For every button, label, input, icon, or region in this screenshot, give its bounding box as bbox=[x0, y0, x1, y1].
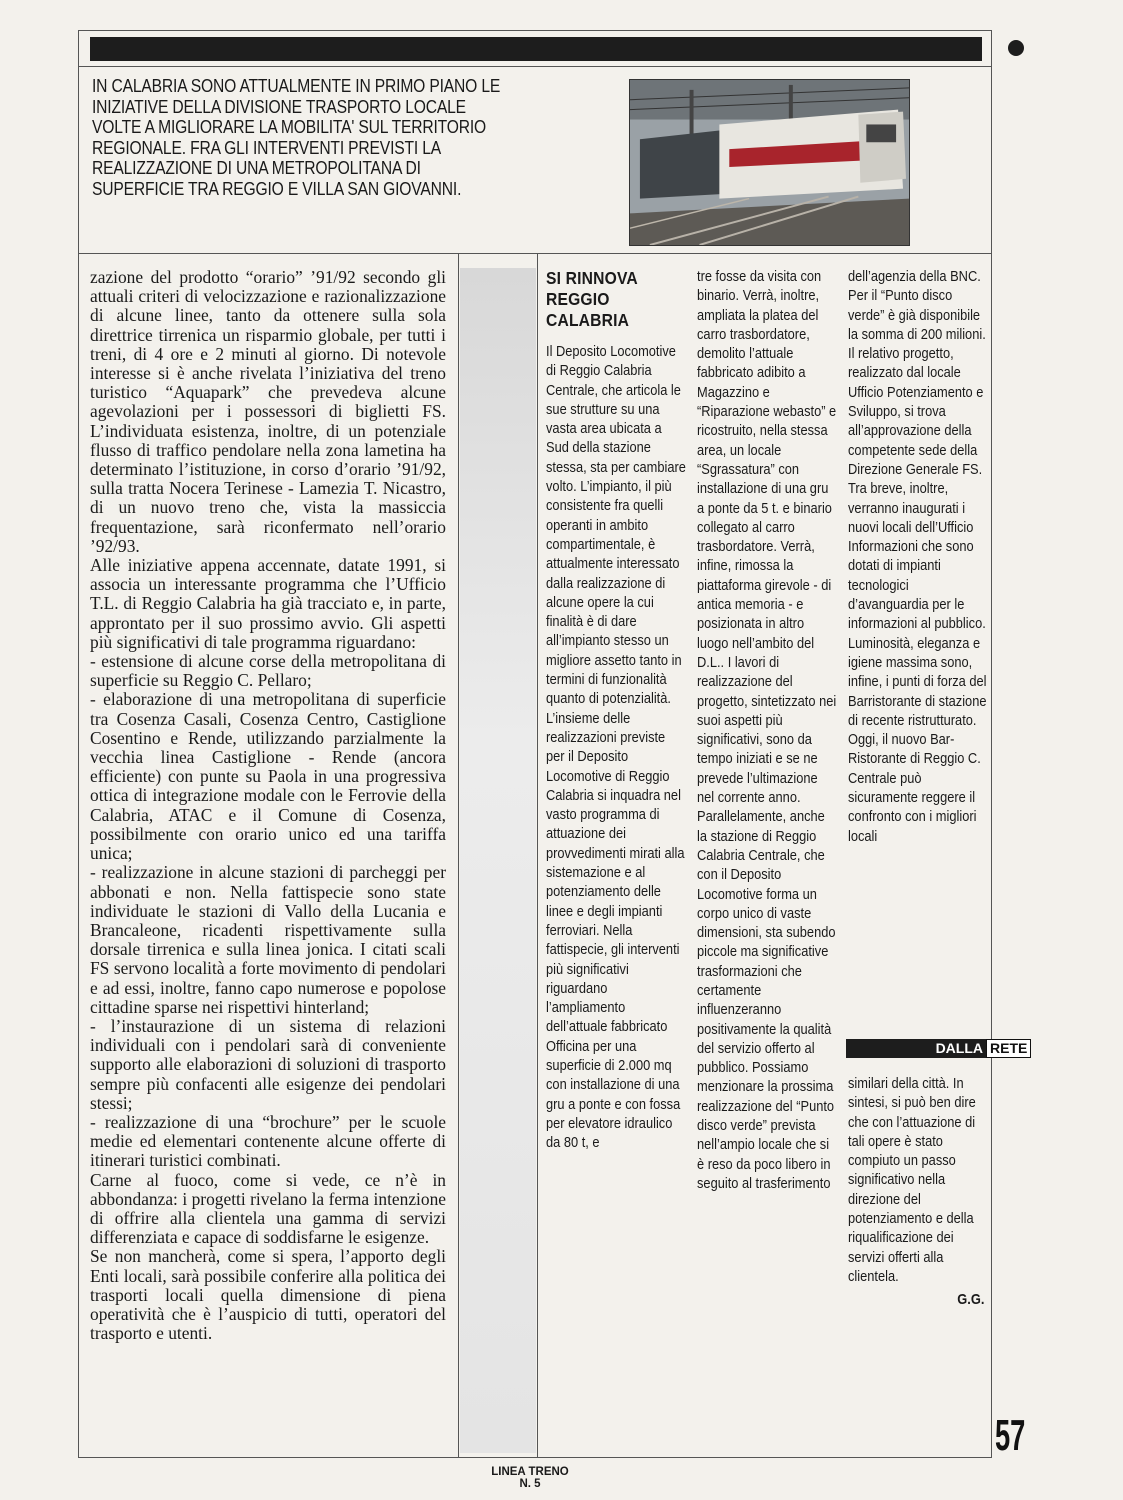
section-tag-part1: DALLA bbox=[846, 1039, 986, 1058]
article-paragraph: - elaborazione di una metropolitana di superficie tra Cosenza Casali, Cosenza Centro, Castiglione Cosentino e Rende, utilizzando parzialmente la vecchia linea Castiglione - Rende (ancora efficiente) con punte su Paola in una progressiva ottica di integrazione modale con le Ferrovie della Calabria, ATAC e il Comune di Cosenza, possibilmente con orario unico ed una tariffa unica; bbox=[90, 689, 446, 864]
article-paragraph: Alle iniziative appena accennate, datate 1991, si associa un interessante programma che l’Ufficio T.L. di Reggio Calabria ha già tracciato e, in parte, approntato per il suo prossimo avvio. Gli aspetti più significativi di tale programma riguardano: bbox=[90, 555, 446, 652]
article-paragraph: Carne al fuoco, come si vede, ce n’è in abbondanza: i progetti rivelano la ferma intenzione di offrire alla clientela una gamma di servizi differenziata e capace di soddisfarne le esigenze. bbox=[90, 1169, 446, 1248]
box-column-3 bbox=[848, 268, 989, 847]
footer bbox=[470, 1466, 590, 1490]
header-bar bbox=[90, 37, 982, 61]
bullet-dot bbox=[1008, 40, 1024, 56]
box-text-3b: similari della città. In sintesi, si può ben dire che con l’attuazione di tali opere è stato compiuto un passo significativo nella direzione del potenziamento e della riqualificazione dei servizi offerti alla clientela. bbox=[848, 1076, 976, 1285]
footer-issue: N. 5 bbox=[519, 1478, 541, 1490]
signature: G.G. bbox=[957, 1292, 985, 1309]
box-text-1: Il Deposito Locomotive di Reggio Calabria Centrale, che articola le sue strutture su una vasta area ubicata a Sud della stazione stessa, sta per cambiare volto. L’impianto, il più consistente fra quelli operanti in ambito compartimentale, è attualmente interessato dalla realizzazione di alcune opere la cui finalità è di dare all’impianto stesso un migliore assetto tanto in termini di funzionalità quanto di potenzialità. L’insieme delle realizzazioni previste per il Deposito Locomotive di Reggio Calabria si inquadra nel vasto programma di attuazione dei provvedimenti mirati alla sistemazione e al potenziamento delle linee e degli impianti ferroviari. Nella fattispecie, gli interventi più significativi riguardano l’ampliamento dell’attuale fabbricato Officina per una superficie di 2.000 mq con installazione di una gru a ponte e con fossa per elevatore idraulico da 80 t, e bbox=[546, 344, 686, 1152]
box-column-2 bbox=[697, 268, 838, 1194]
footer-magazine: LINEA TRENO bbox=[491, 1466, 569, 1478]
article-paragraph: - l’instaurazione di un sistema di relazioni individuali con i pendolari sarà di conveniente supporto alle elaborazioni di soluzioni di trasporto sempre più confacenti alle esigenze dei pendolari stessi; bbox=[90, 1015, 446, 1113]
intro-text: IN CALABRIA SONO ATTUALMENTE IN PRIMO PIANO LE INIZIATIVE DELLA DIVISIONE TRASPORTO LOCALE VOLTE A MIGLIORARE LA MOBILITA' SUL TERRITORIO REGIONALE. FRA GLI INTERVENTI PREVISTI LA REALIZZAZIONE DI UNA METROPOLITANA DI SUPERFICIE TRA REGGIO E VILLA SAN GIOVANNI. bbox=[92, 76, 501, 199]
article-paragraph: - estensione di alcune corse della metropolitana di superficie su Reggio C. Pellaro; bbox=[90, 651, 446, 691]
faded-background bbox=[460, 268, 536, 1453]
section-tag bbox=[846, 1039, 1031, 1058]
page-number: 57 bbox=[995, 1411, 1026, 1460]
column-rule-1 bbox=[458, 254, 459, 1458]
train-photo bbox=[629, 79, 910, 246]
box-column-3b bbox=[848, 1075, 984, 1311]
column-rule-2 bbox=[537, 254, 538, 1458]
article-body bbox=[90, 268, 446, 1343]
box-text-3: dell’agenzia della BNC. Per il “Punto disco verde” è già disponibile la somma di 200 milioni. Il relativo progetto, realizzato dal locale Ufficio Potenziamento e Sviluppo, si trova all’approvazione della competente sede della Direzione Generale FS. Tra breve, inoltre, verranno inaugurati i nuovi locali dell’Ufficio Informazioni che sono dotati di impianti tecnologici d’avanguardia per le informazioni al pubblico. Luminosità, eleganza e igiene massima sono, infine, i punti di forza del Barristorante di stazione di recente ristrutturato. Oggi, il nuovo Bar-Ristorante di Reggio C. Centrale può sicuramente reggere il confronto con i migliori locali bbox=[848, 269, 987, 845]
article-paragraph: - realizzazione in alcune stazioni di parcheggi per abbonati e non. Nella fattispecie sono state individuate le stazioni di Vallo della Lucania e Brancaleone, ricadenti rispettivamente sulla dorsale tirrenica e sulla linea jonica. I citati scali FS servono località a forte movimento di pendolari e ad essi, inoltre, fanno capo numerose e popolose cittadine sparse nei rispettivi hinterland; bbox=[90, 862, 446, 1017]
article-paragraph: zazione del prodotto “orario” ’91/92 secondo gli attuali criteri di velocizzazione e razionalizzazione di alcune linee, tanto da ottenere sulla sola direttrice tirrenica un risparmio globale, per tutti i treni, di 4 ore e 2 minuti al giorno. Di notevole interesse si è anche rivelata l’iniziativa del treno turistico “Aquapark” che prevedeva alcune agevolazioni per i possessori di biglietti FS. L’individuata esistenza, inoltre, di un potenziale flusso di traffico pendolare nella zona lametina ha determinato l’istituzione, in corso d’orario ’91/92, sulla tratta Nocera Terinese - Lamezia T. Nicastro, di un nuovo treno che, vista la massiccia frequentazione, sarà riconfermato nell’orario ’92/93. bbox=[90, 267, 446, 556]
article-paragraph: - realizzazione di una “brochure” per le scuole medie ed elementari contenente alcune offerte di itinerari turistici combinati. bbox=[90, 1111, 446, 1171]
box-column-1 bbox=[546, 268, 687, 1153]
box-text-2: tre fosse da visita con binario. Verrà, inoltre, ampliata la platea del carro trasbordatore, demolito l’attuale fabbricato adibito a Magazzino e “Riparazione webasto” e ricostruito, nella stessa area, un locale “Sgrassatura” con installazione di una gru a ponte da 5 t. e binario collegato al carro trasbordatore. Verrà, infine, rimossa la piattaforma girevole - di antica memoria - e posizionata in altro luogo nell’ambito del D.L.. I lavori di realizzazione del progetto, sintetizzato nei suoi aspetti più significativi, sono da tempo iniziati e se ne prevede l’ultimazione nel corrente anno. Parallelamente, anche la stazione di Reggio Calabria Centrale, che con il Deposito Locomotive forma un corpo unico di vaste dimensioni, sta subendo piccole ma significative trasformazioni che certamente influenzeranno positivamente la qualità del servizio offerto al pubblico. Possiamo menzionare la prossima realizzazione del “Punto disco verde” prevista nell’ampio locale che si è reso da poco libero in seguito al trasferimento bbox=[697, 269, 837, 1192]
article-paragraph: Se non mancherà, come si spera, l’apporto degli Enti locali, sarà possibile conferire alla politica dei trasporti locali quella dimensione di piena operatività che è l’auspicio di tutti, operatori del trasporto e utenti. bbox=[90, 1246, 446, 1344]
section-tag-part2: RETE bbox=[986, 1039, 1031, 1058]
box-title: SI RINNOVA REGGIO CALABRIA bbox=[546, 268, 638, 330]
